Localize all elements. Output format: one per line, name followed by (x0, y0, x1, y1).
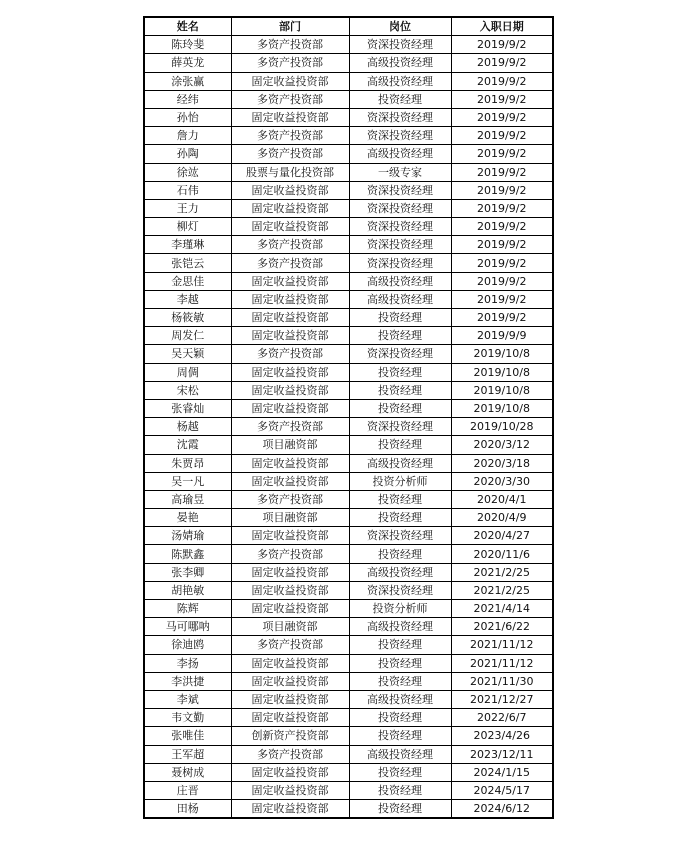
cell-hire-date: 2019/10/28 (451, 418, 553, 436)
cell-name: 涂张赢 (144, 72, 231, 90)
table-row (144, 127, 553, 145)
cell-position: 资深投资经理 (349, 254, 451, 272)
cell-hire-date: 2020/3/18 (451, 454, 553, 472)
table-row (144, 418, 553, 436)
cell-name: 薛英龙 (144, 54, 231, 72)
cell-position: 投资经理 (349, 545, 451, 563)
cell-department: 固定收益投资部 (231, 399, 349, 417)
table-row (144, 327, 553, 345)
cell-hire-date: 2019/9/2 (451, 108, 553, 126)
cell-hire-date: 2019/9/2 (451, 254, 553, 272)
cell-hire-date: 2019/9/2 (451, 199, 553, 217)
cell-position: 投资经理 (349, 727, 451, 745)
table-row (144, 181, 553, 199)
cell-name: 王军超 (144, 745, 231, 763)
cell-department: 多资产投资部 (231, 54, 349, 72)
cell-name: 孙怡 (144, 108, 231, 126)
cell-position: 高级投资经理 (349, 72, 451, 90)
cell-department: 项目融资部 (231, 509, 349, 527)
table-row (144, 727, 553, 745)
cell-hire-date: 2020/4/9 (451, 509, 553, 527)
cell-position: 高级投资经理 (349, 454, 451, 472)
cell-position: 投资经理 (349, 672, 451, 690)
cell-hire-date: 2021/11/30 (451, 672, 553, 690)
cell-position: 高级投资经理 (349, 145, 451, 163)
cell-position: 高级投资经理 (349, 690, 451, 708)
table-row (144, 454, 553, 472)
cell-position: 资深投资经理 (349, 236, 451, 254)
cell-department: 多资产投资部 (231, 345, 349, 363)
table-row (144, 672, 553, 690)
cell-position: 投资分析师 (349, 472, 451, 490)
cell-position: 投资经理 (349, 654, 451, 672)
cell-position: 投资经理 (349, 309, 451, 327)
cell-hire-date: 2019/9/2 (451, 272, 553, 290)
cell-name: 田杨 (144, 800, 231, 819)
cell-position: 资深投资经理 (349, 581, 451, 599)
table-row (144, 290, 553, 308)
cell-hire-date: 2020/4/1 (451, 490, 553, 508)
cell-department: 固定收益投资部 (231, 581, 349, 599)
table-row (144, 381, 553, 399)
cell-name: 聂树成 (144, 763, 231, 781)
cell-position: 投资经理 (349, 509, 451, 527)
table-row (144, 654, 553, 672)
cell-department: 固定收益投资部 (231, 454, 349, 472)
cell-name: 张睿灿 (144, 399, 231, 417)
cell-hire-date: 2019/9/2 (451, 54, 553, 72)
cell-name: 沈霞 (144, 436, 231, 454)
cell-hire-date: 2021/11/12 (451, 636, 553, 654)
cell-department: 固定收益投资部 (231, 309, 349, 327)
cell-position: 资深投资经理 (349, 218, 451, 236)
cell-name: 李瑾琳 (144, 236, 231, 254)
table-row (144, 199, 553, 217)
table-row (144, 218, 553, 236)
table-row (144, 108, 553, 126)
cell-name: 吴天颖 (144, 345, 231, 363)
cell-hire-date: 2021/2/25 (451, 563, 553, 581)
cell-department: 固定收益投资部 (231, 472, 349, 490)
cell-department: 多资产投资部 (231, 745, 349, 763)
table-row (144, 600, 553, 618)
cell-position: 投资经理 (349, 90, 451, 108)
cell-department: 固定收益投资部 (231, 327, 349, 345)
cell-hire-date: 2024/1/15 (451, 763, 553, 781)
cell-name: 张唯佳 (144, 727, 231, 745)
header-name: 姓名 (144, 17, 231, 36)
cell-department: 固定收益投资部 (231, 709, 349, 727)
cell-hire-date: 2019/9/2 (451, 181, 553, 199)
cell-hire-date: 2019/9/2 (451, 90, 553, 108)
cell-department: 固定收益投资部 (231, 527, 349, 545)
cell-hire-date: 2019/9/2 (451, 72, 553, 90)
cell-position: 投资经理 (349, 399, 451, 417)
cell-hire-date: 2019/10/8 (451, 345, 553, 363)
cell-position: 一级专家 (349, 163, 451, 181)
table-row (144, 563, 553, 581)
cell-position: 投资分析师 (349, 600, 451, 618)
cell-position: 资深投资经理 (349, 418, 451, 436)
table-row (144, 745, 553, 763)
cell-hire-date: 2023/12/11 (451, 745, 553, 763)
table-row (144, 800, 553, 819)
cell-department: 固定收益投资部 (231, 363, 349, 381)
cell-name: 陈玲斐 (144, 36, 231, 54)
cell-position: 投资经理 (349, 709, 451, 727)
cell-department: 固定收益投资部 (231, 218, 349, 236)
cell-department: 固定收益投资部 (231, 272, 349, 290)
cell-hire-date: 2022/6/7 (451, 709, 553, 727)
cell-hire-date: 2019/10/8 (451, 381, 553, 399)
cell-department: 股票与量化投资部 (231, 163, 349, 181)
table-row (144, 763, 553, 781)
cell-department: 固定收益投资部 (231, 763, 349, 781)
cell-hire-date: 2019/10/8 (451, 399, 553, 417)
table-row (144, 345, 553, 363)
cell-name: 陈默鑫 (144, 545, 231, 563)
cell-hire-date: 2024/6/12 (451, 800, 553, 819)
table-row (144, 236, 553, 254)
table-row (144, 399, 553, 417)
cell-position: 投资经理 (349, 763, 451, 781)
cell-name: 韦文勤 (144, 709, 231, 727)
cell-name: 张铠云 (144, 254, 231, 272)
cell-department: 多资产投资部 (231, 145, 349, 163)
header-hire-date: 入职日期 (451, 17, 553, 36)
cell-department: 固定收益投资部 (231, 654, 349, 672)
cell-position: 投资经理 (349, 490, 451, 508)
cell-name: 马可哪呐 (144, 618, 231, 636)
cell-department: 固定收益投资部 (231, 690, 349, 708)
cell-department: 多资产投资部 (231, 127, 349, 145)
table-row (144, 72, 553, 90)
cell-department: 多资产投资部 (231, 636, 349, 654)
header-department: 部门 (231, 17, 349, 36)
cell-hire-date: 2021/4/14 (451, 600, 553, 618)
cell-hire-date: 2021/11/12 (451, 654, 553, 672)
cell-department: 多资产投资部 (231, 490, 349, 508)
cell-hire-date: 2020/4/27 (451, 527, 553, 545)
cell-name: 柳灯 (144, 218, 231, 236)
cell-position: 资深投资经理 (349, 127, 451, 145)
cell-department: 项目融资部 (231, 436, 349, 454)
cell-department: 多资产投资部 (231, 254, 349, 272)
cell-department: 固定收益投资部 (231, 72, 349, 90)
cell-name: 胡艳敏 (144, 581, 231, 599)
cell-name: 晏艳 (144, 509, 231, 527)
table-row (144, 163, 553, 181)
cell-department: 固定收益投资部 (231, 108, 349, 126)
cell-position: 投资经理 (349, 381, 451, 399)
cell-position: 高级投资经理 (349, 54, 451, 72)
header-row (144, 17, 553, 36)
table-row (144, 145, 553, 163)
cell-position: 资深投资经理 (349, 36, 451, 54)
table-row (144, 36, 553, 54)
cell-department: 固定收益投资部 (231, 290, 349, 308)
cell-hire-date: 2024/5/17 (451, 781, 553, 799)
cell-position: 投资经理 (349, 327, 451, 345)
table-row (144, 254, 553, 272)
cell-hire-date: 2021/12/27 (451, 690, 553, 708)
cell-hire-date: 2019/9/2 (451, 36, 553, 54)
cell-position: 投资经理 (349, 636, 451, 654)
cell-department: 创新资产投资部 (231, 727, 349, 745)
cell-name: 汤婧瑜 (144, 527, 231, 545)
table-row (144, 490, 553, 508)
cell-position: 投资经理 (349, 800, 451, 819)
cell-name: 周倜 (144, 363, 231, 381)
cell-name: 金思佳 (144, 272, 231, 290)
cell-position: 投资经理 (349, 436, 451, 454)
table-row (144, 309, 553, 327)
cell-name: 李扬 (144, 654, 231, 672)
header-position: 岗位 (349, 17, 451, 36)
cell-department: 固定收益投资部 (231, 800, 349, 819)
table-row (144, 618, 553, 636)
cell-position: 投资经理 (349, 781, 451, 799)
cell-hire-date: 2019/9/2 (451, 236, 553, 254)
cell-name: 庄晋 (144, 781, 231, 799)
cell-position: 资深投资经理 (349, 199, 451, 217)
cell-position: 高级投资经理 (349, 618, 451, 636)
cell-name: 杨筱敏 (144, 309, 231, 327)
cell-hire-date: 2019/9/2 (451, 309, 553, 327)
table-row (144, 527, 553, 545)
cell-name: 朱贾昂 (144, 454, 231, 472)
cell-position: 资深投资经理 (349, 345, 451, 363)
cell-hire-date: 2019/10/8 (451, 363, 553, 381)
cell-name: 王力 (144, 199, 231, 217)
cell-name: 经纬 (144, 90, 231, 108)
cell-name: 陈辉 (144, 600, 231, 618)
cell-department: 固定收益投资部 (231, 672, 349, 690)
roster-body (144, 36, 553, 819)
cell-name: 徐迪鸥 (144, 636, 231, 654)
cell-department: 固定收益投资部 (231, 181, 349, 199)
cell-hire-date: 2020/3/30 (451, 472, 553, 490)
cell-name: 李斌 (144, 690, 231, 708)
cell-name: 张李卿 (144, 563, 231, 581)
cell-position: 资深投资经理 (349, 181, 451, 199)
cell-hire-date: 2019/9/2 (451, 127, 553, 145)
cell-position: 高级投资经理 (349, 745, 451, 763)
cell-name: 宋松 (144, 381, 231, 399)
cell-position: 资深投资经理 (349, 108, 451, 126)
cell-department: 多资产投资部 (231, 90, 349, 108)
table-row (144, 90, 553, 108)
cell-position: 高级投资经理 (349, 563, 451, 581)
cell-hire-date: 2021/6/22 (451, 618, 553, 636)
cell-department: 固定收益投资部 (231, 781, 349, 799)
cell-hire-date: 2019/9/2 (451, 290, 553, 308)
cell-position: 高级投资经理 (349, 272, 451, 290)
cell-name: 孙陶 (144, 145, 231, 163)
employee-roster-table (143, 16, 554, 819)
cell-name: 詹力 (144, 127, 231, 145)
cell-name: 杨越 (144, 418, 231, 436)
cell-hire-date: 2019/9/2 (451, 218, 553, 236)
cell-hire-date: 2020/11/6 (451, 545, 553, 563)
cell-department: 项目融资部 (231, 618, 349, 636)
table-row (144, 636, 553, 654)
table-row (144, 690, 553, 708)
table-row (144, 363, 553, 381)
cell-name: 徐竑 (144, 163, 231, 181)
cell-department: 固定收益投资部 (231, 563, 349, 581)
cell-hire-date: 2019/9/2 (451, 163, 553, 181)
cell-name: 石伟 (144, 181, 231, 199)
table-row (144, 581, 553, 599)
cell-hire-date: 2019/9/9 (451, 327, 553, 345)
table-row (144, 272, 553, 290)
table-row (144, 436, 553, 454)
cell-department: 多资产投资部 (231, 36, 349, 54)
table-row (144, 472, 553, 490)
cell-name: 李洪捷 (144, 672, 231, 690)
cell-hire-date: 2019/9/2 (451, 145, 553, 163)
cell-name: 吴一凡 (144, 472, 231, 490)
cell-name: 高瑜昱 (144, 490, 231, 508)
table-row (144, 545, 553, 563)
table-row (144, 509, 553, 527)
cell-name: 周发仁 (144, 327, 231, 345)
cell-department: 固定收益投资部 (231, 199, 349, 217)
cell-department: 多资产投资部 (231, 418, 349, 436)
cell-position: 高级投资经理 (349, 290, 451, 308)
cell-hire-date: 2023/4/26 (451, 727, 553, 745)
table-row (144, 781, 553, 799)
cell-department: 固定收益投资部 (231, 600, 349, 618)
employee-roster-sheet (143, 16, 552, 819)
cell-department: 固定收益投资部 (231, 381, 349, 399)
cell-department: 多资产投资部 (231, 236, 349, 254)
cell-hire-date: 2021/2/25 (451, 581, 553, 599)
cell-department: 多资产投资部 (231, 545, 349, 563)
table-row (144, 54, 553, 72)
cell-position: 资深投资经理 (349, 527, 451, 545)
cell-hire-date: 2020/3/12 (451, 436, 553, 454)
cell-name: 李越 (144, 290, 231, 308)
table-row (144, 709, 553, 727)
cell-position: 投资经理 (349, 363, 451, 381)
